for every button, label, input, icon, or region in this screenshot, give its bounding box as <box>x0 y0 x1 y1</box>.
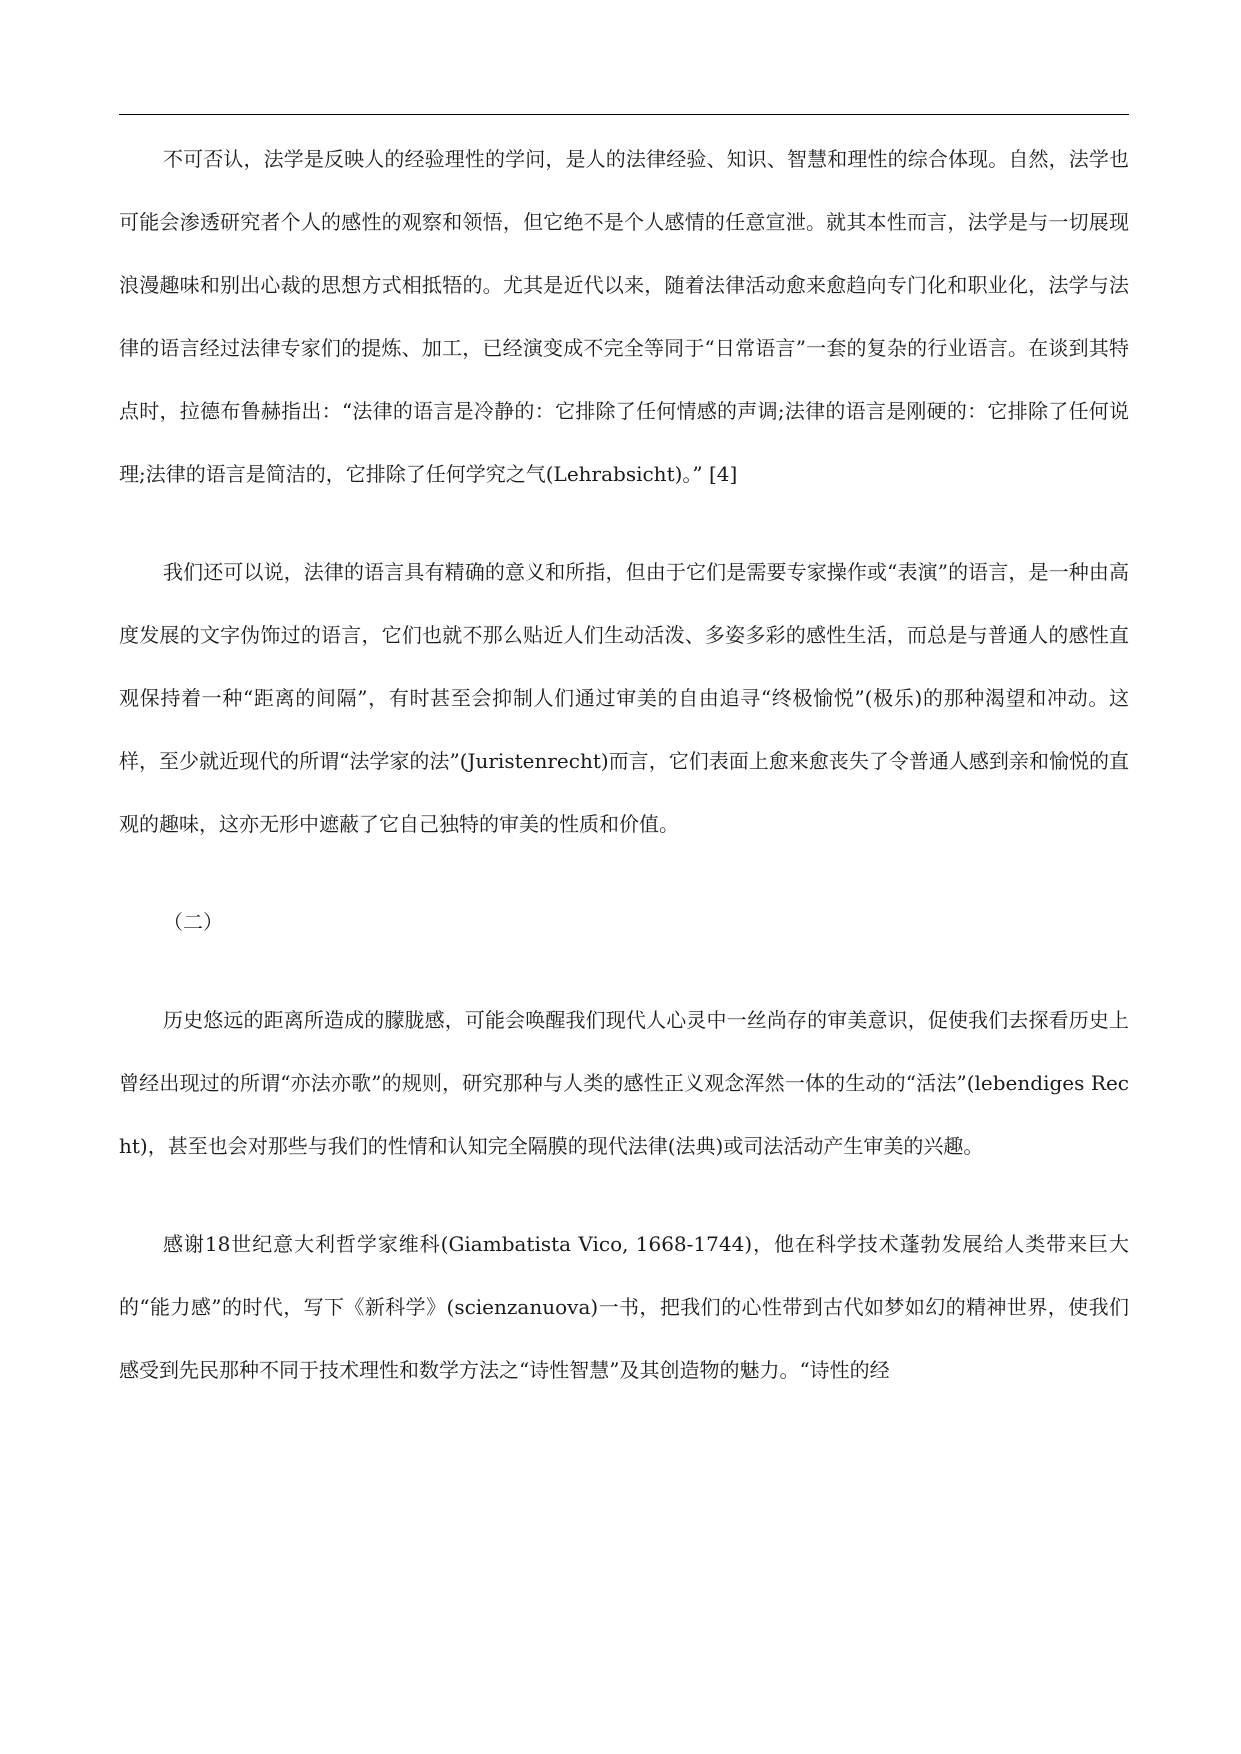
paragraph-gap <box>119 506 1129 541</box>
paragraph-gap <box>119 1178 1129 1213</box>
document-body <box>119 128 1129 1402</box>
paragraph-gap <box>119 954 1129 989</box>
paragraph-3: 历史悠远的距离所造成的朦胧感，可能会唤醒我们现代人心灵中一丝尚存的审美意识，促使我们去探看历史上曾经出现过的所谓“亦法亦歌”的规则，研究那种与人类的感性正义观念浑然一体的生动的“活法”(lebendiges Recht)，甚至也会对那些与我们的性情和认知完全隔膜的现代法律(法典)或司法活动产生审美的兴趣。 <box>119 1008 1129 1158</box>
paragraph-gap <box>119 856 1129 891</box>
header-rule <box>119 114 1129 115</box>
section-heading: （二） <box>163 910 223 934</box>
paragraph-1: 不可否认，法学是反映人的经验理性的学问，是人的法律经验、知识、智慧和理性的综合体现。自然，法学也可能会渗透研究者个人的感性的观察和领悟，但它绝不是个人感情的任意宣泄。就其本性而言，法学是与一切展现浪漫趣味和别出心裁的思想方式相抵牾的。尤其是近代以来，随着法律活动愈来愈趋向专门化和职业化，法学与法律的语言经过法律专家们的提炼、加工，已经演变成不完全等同于“日常语言”一套的复杂的行业语言。在谈到其特点时，拉德布鲁赫指出：“法律的语言是冷静的：它排除了任何情感的声调;法律的语言是刚硬的：它排除了任何说理;法律的语言是简洁的，它排除了任何学究之气(Lehrabsicht)。” [4] <box>119 147 1129 486</box>
paragraph-4: 感谢18世纪意大利哲学家维科(Giambatista Vico, 1668-1744)，他在科学技术蓬勃发展给人类带来巨大的“能力感”的时代，写下《新科学》(scienzanuova)一书，把我们的心性带到古代如梦如幻的精神世界，使我们感受到先民那种不同于技术理性和数学方法之“诗性智慧”及其创造物的魅力。“诗性的经 <box>119 1232 1129 1382</box>
paragraph-2: 我们还可以说，法律的语言具有精确的意义和所指，但由于它们是需要专家操作或“表演”的语言，是一种由高度发展的文字伪饰过的语言，它们也就不那么贴近人们生动活泼、多姿多彩的感性生活，而总是与普通人的感性直观保持着一种“距离的间隔”，有时甚至会抑制人们通过审美的自由追寻“终极愉悦”(极乐)的那种渴望和冲动。这样，至少就近现代的所谓“法学家的法”(Juristenrecht)而言，它们表面上愈来愈丧失了令普通人感到亲和愉悦的直观的趣味，这亦无形中遮蔽了它自己独特的审美的性质和价值。 <box>119 560 1129 836</box>
